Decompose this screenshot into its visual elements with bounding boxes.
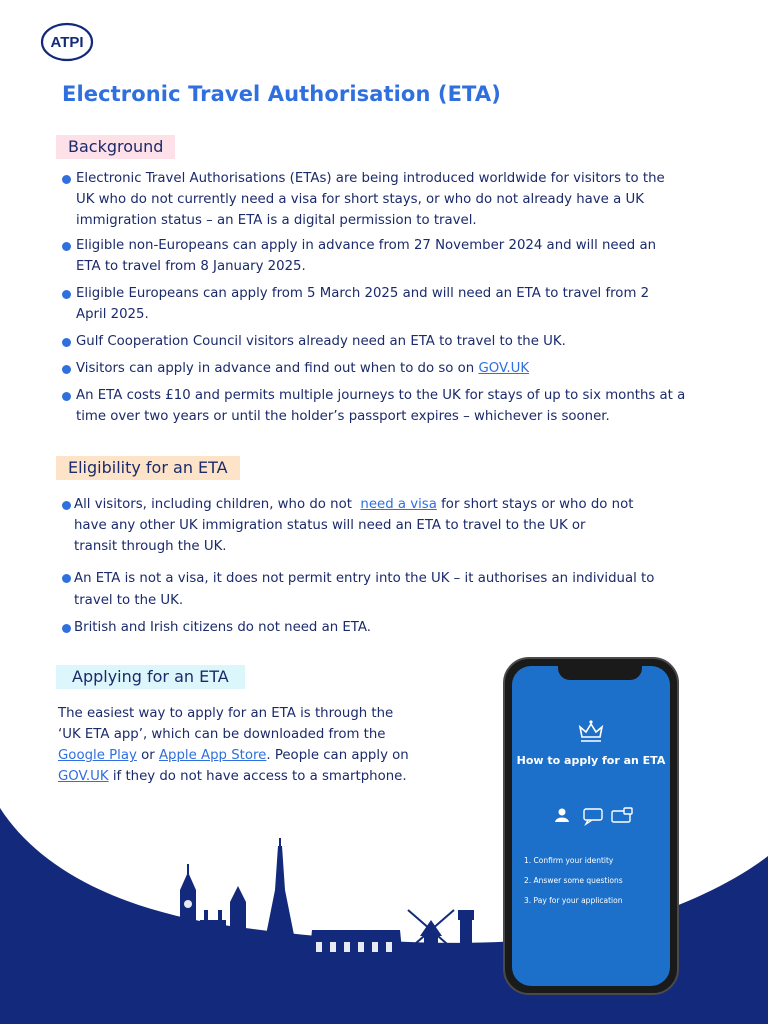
atpi-logo xyxy=(40,22,94,62)
bullet-dot xyxy=(62,242,71,251)
background-bullet-5: Visitors can apply in advance and find out when to do so on GOV.UK xyxy=(62,359,722,380)
background-bullet-4: Gulf Cooperation Council visitors already need an ETA to travel to the UK. xyxy=(62,332,722,353)
svg-text:ATPI: ATPI xyxy=(50,34,84,51)
phone-step-icons xyxy=(552,806,636,826)
govuk-link[interactable]: GOV.UK xyxy=(58,769,109,784)
card-lock-icon xyxy=(612,808,632,822)
eligibility-heading: Eligibility for an ETA xyxy=(56,456,240,480)
background-bullet-6: An ETA costs £10 and permits multiple journeys to the UK for stays of up to six months at a time over two years or until the holder’s passport expires – whichever is sooner. xyxy=(62,386,722,428)
apple-app-store-link[interactable]: Apple App Store xyxy=(158,748,267,763)
bullet-dot xyxy=(62,624,71,633)
bullet-dot xyxy=(62,574,71,583)
google-play-link[interactable]: Google Play xyxy=(58,748,137,763)
bullet-dot xyxy=(62,290,71,299)
bullet-dot xyxy=(62,175,71,184)
bullet-dot xyxy=(62,501,71,510)
phone-screen-title: How to apply for an ETA xyxy=(516,754,666,767)
phone-step-3: 3. Pay for your application xyxy=(524,896,623,905)
background-bullet-3: Eligible Europeans can apply from 5 March 2025 and will need an ETA to travel from 2 April 2025. xyxy=(62,284,722,326)
person-icon xyxy=(559,809,566,816)
need-a-visa-link[interactable]: need a visa xyxy=(360,497,437,512)
eligibility-bullet-2: An ETA is not a visa, it does not permit entry into the UK – it authorises an individual to travel to the UK. xyxy=(62,568,722,612)
chat-icon xyxy=(584,809,602,824)
bullet-dot xyxy=(62,392,71,401)
background-bullet-1: Electronic Travel Authorisations (ETAs) are being introduced worldwide for visitors to the UK who do not currently need a visa for short stays, or who do not already have a UK immigration status – an ETA is a digital permission to travel. xyxy=(62,169,722,231)
phone-step-2: 2. Answer some questions xyxy=(524,876,623,885)
phone-mockup xyxy=(503,657,679,995)
applying-paragraph: The easiest way to apply for an ETA is through the ‘UK ETA app’, which can be downloaded from the Google Play or Apple App Store. People can apply on GOV.UK if they do not have access to a smartphone. xyxy=(58,706,409,784)
background-heading: Background xyxy=(56,135,175,159)
royal-crest-icon xyxy=(576,719,606,747)
govuk-link[interactable]: GOV.UK xyxy=(478,361,530,376)
phone-notch xyxy=(558,666,642,680)
page-title: Electronic Travel Authorisation (ETA) xyxy=(62,82,501,106)
eligibility-bullet-1: All visitors, including children, who do not need a visa for short stays or who do not have any other UK immigration status will need an ETA to travel to the UK or transit through the UK. xyxy=(62,495,722,557)
phone-step-1: 1. Confirm your identity xyxy=(524,856,614,865)
background-bullet-2: Eligible non-Europeans can apply in advance from 27 November 2024 and will need an ETA to travel from 8 January 2025. xyxy=(62,236,722,278)
bullet-dot xyxy=(62,365,71,374)
phone-screen xyxy=(512,666,670,986)
applying-heading: Applying for an ETA xyxy=(56,665,245,689)
bullet-dot xyxy=(62,338,71,347)
eligibility-bullet-3: British and Irish citizens do not need an ETA. xyxy=(62,618,722,639)
